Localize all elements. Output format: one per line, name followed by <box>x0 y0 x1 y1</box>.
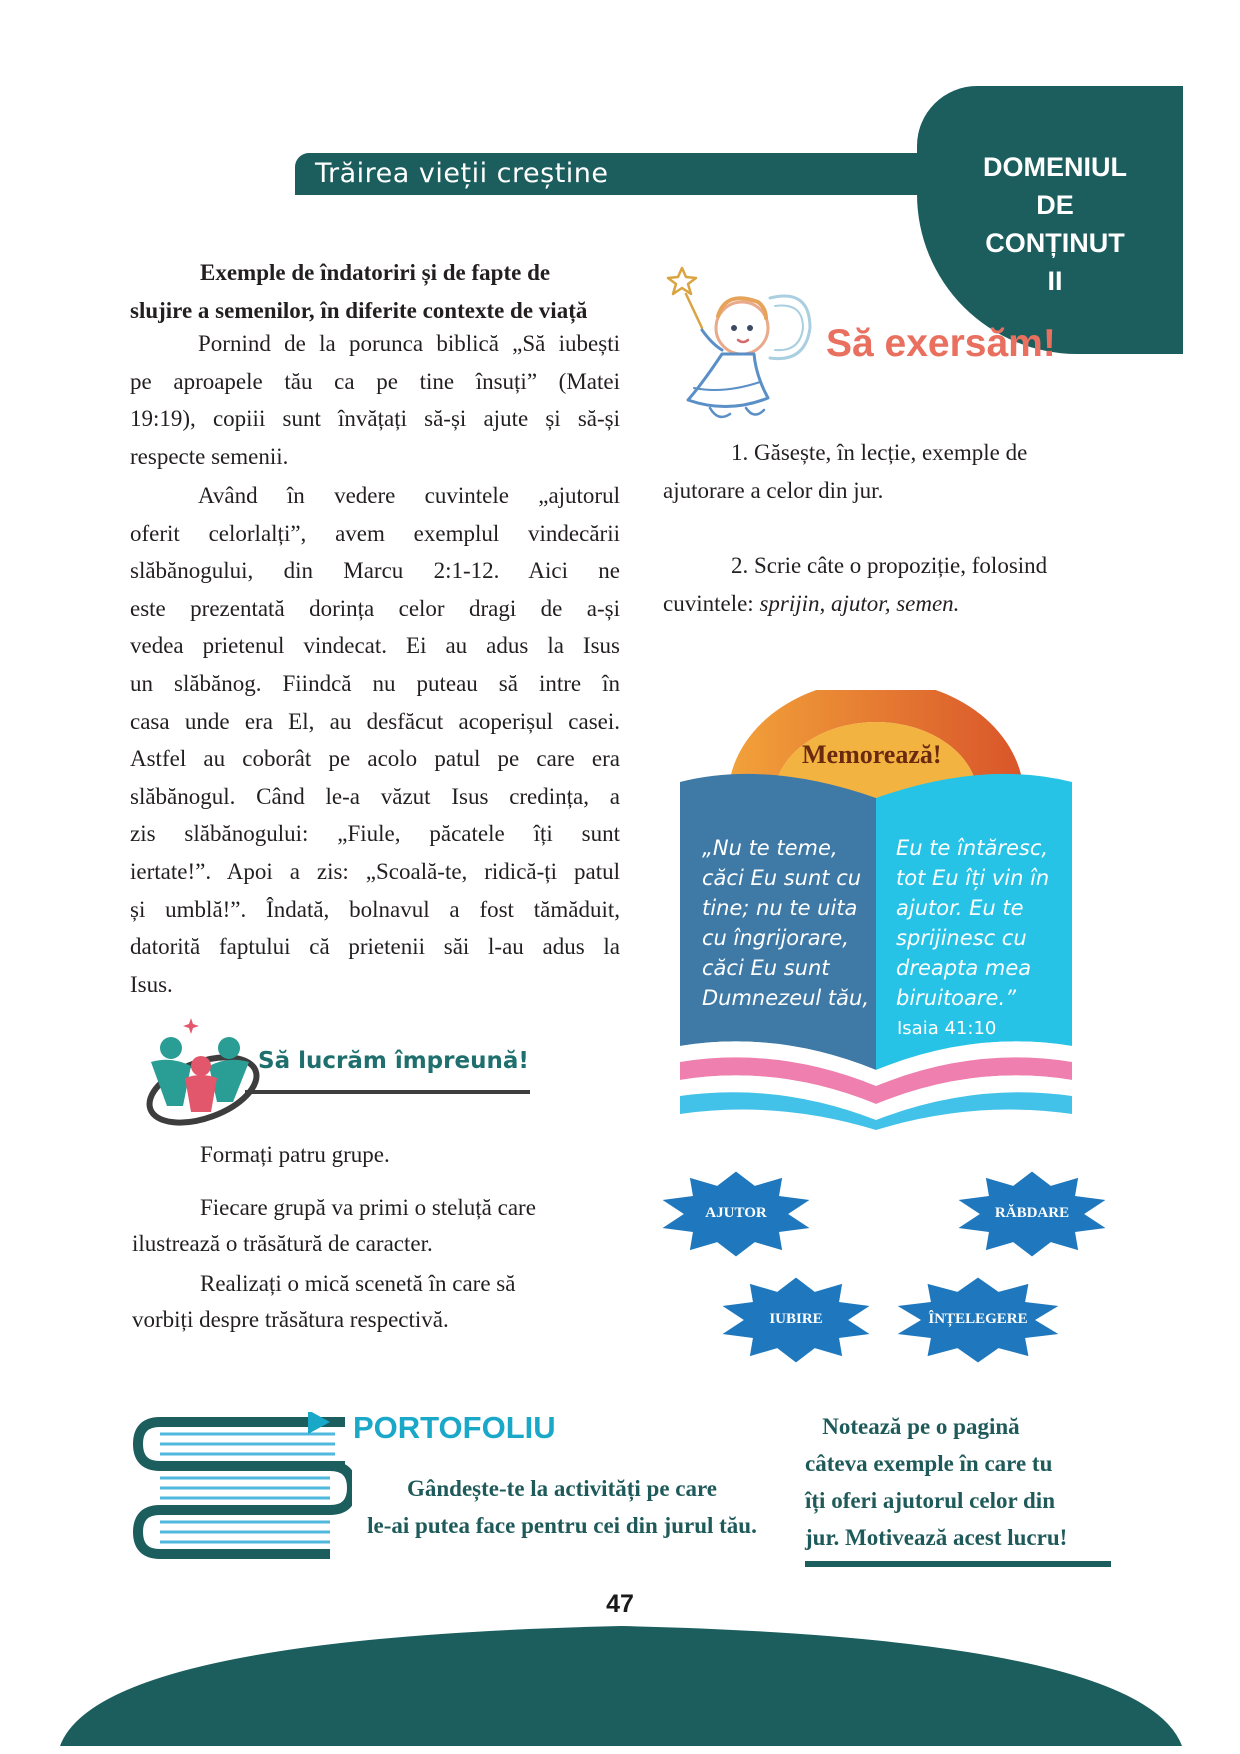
text-line: Isus. <box>130 971 173 997</box>
text-line: iertate!”. Apoi a zis: „Scoală-te, ridică-ți patul <box>130 858 620 884</box>
star-label-intelegere: ÎNȚELEGERE <box>928 1311 1028 1327</box>
verse-line: ajutor. Eu te <box>896 896 1024 920</box>
subtitle-line: Exemple de îndatoriri și de fapte de <box>200 260 551 285</box>
text-line: și umblă!”. Îndată, bolnavul a fost tămăduit, <box>130 896 620 922</box>
portfolio-note <box>805 1408 1105 1556</box>
exercise-item-2 <box>663 547 1115 623</box>
text-line: ajutorare a celor din jur. <box>663 478 884 503</box>
domain-line: II <box>1047 266 1063 296</box>
text-line: Pornind de la porunca biblică „Să iubești <box>198 331 620 356</box>
verse-line: Dumnezeul tău, <box>702 986 870 1010</box>
text-line: datorită faptului că prietenii săi l-au adus la <box>130 934 620 960</box>
star-label-ajutor: AJUTOR <box>705 1205 767 1221</box>
text-line: le-ai putea face pentru cei din jurul tău. <box>367 1513 757 1538</box>
lesson-subtitle <box>130 254 620 330</box>
text-line: 1. Găsește, în lecție, exemple de <box>731 440 1028 465</box>
domain-line: CONȚINUT <box>985 228 1125 258</box>
text-line: pe aproapele tău ca pe tine însuți” (Matei <box>130 368 620 394</box>
domain-line: DE <box>1036 190 1074 220</box>
verse-line: tine; nu te uita <box>702 896 858 920</box>
text-line: zis slăbănogului: „Fiule, păcatele îți sunt <box>130 821 620 847</box>
text-line: Realizați o mică scenetă în care să <box>200 1271 516 1296</box>
divider <box>805 1561 1111 1567</box>
group-instruction-2 <box>132 1190 536 1262</box>
text-line: vorbiți despre trăsătura respectivă. <box>132 1307 449 1332</box>
divider <box>245 1090 530 1094</box>
character-trait-stars <box>640 1140 1120 1380</box>
star-label-iubire: IUBIRE <box>769 1311 823 1327</box>
verse-line: căci Eu sunt <box>702 956 830 980</box>
verse-left-text <box>702 833 869 1013</box>
lesson-paragraph-2 <box>130 477 620 1003</box>
text-fragment: cuvintele: <box>663 591 760 616</box>
group-instruction-3 <box>132 1266 515 1338</box>
page-number: 47 <box>606 1590 634 1618</box>
angel-illustration <box>650 258 830 428</box>
memorize-label: Memorează! <box>802 740 942 769</box>
subtitle-line: slujire a semenilor, în diferite contexte de viață <box>130 298 588 323</box>
text-line: vedea prietenul vindecat. Ei au adus la Isus <box>130 633 620 659</box>
portfolio-books-icon <box>130 1412 352 1572</box>
text-line: Gândește-te la activități pe care <box>407 1476 717 1501</box>
verse-line: „Nu te teme, <box>702 836 838 860</box>
exercise-title: Să exersăm! <box>826 322 1056 365</box>
verse-line: căci Eu sunt cu <box>702 866 862 890</box>
group-work-title: Să lucrăm împreună! <box>258 1048 529 1074</box>
lesson-paragraph-1 <box>130 325 620 475</box>
text-line: ilustrează o trăsătură de caracter. <box>132 1231 433 1256</box>
star-label-rabdare: RĂBDARE <box>994 1205 1070 1221</box>
text-line: 19:19), copiii sunt învățați să-și ajute și să-și <box>130 406 620 432</box>
verse-line: biruitoare.” <box>896 986 1017 1010</box>
text-line <box>663 585 1115 623</box>
text-line: Astfel au coborât pe acolo patul pe care era <box>130 746 620 772</box>
exercise-item-1 <box>663 434 1115 510</box>
verse-line: Eu te întăresc, <box>896 836 1049 860</box>
text-line: îți oferi ajutorul celor din <box>805 1488 1055 1513</box>
text-line: Fiecare grupă va primi o steluță care <box>200 1195 536 1220</box>
text-line: respecte semenii. <box>130 443 289 469</box>
text-line: Având în vedere cuvintele „ajutorul <box>198 483 620 508</box>
text-line: câteva exemple în care tu <box>805 1451 1053 1476</box>
text-line: este prezentată dorința celor dragi de a-și <box>130 595 620 621</box>
verse-reference: Isaia 41:10 <box>897 1018 997 1039</box>
text-line: oferit celorlalți”, avem exemplul vindecării <box>130 520 620 546</box>
verse-line: cu îngrijorare, <box>702 926 849 950</box>
portfolio-question <box>352 1470 772 1544</box>
text-line: slăbănogul. Când le-a văzut Isus credința, a <box>130 783 620 809</box>
portfolio-title: PORTOFOLIU <box>353 1410 556 1445</box>
footer-wave <box>60 1598 1182 1746</box>
text-line: casa unde era El, au desfăcut acoperișul casei. <box>130 708 620 734</box>
domain-label <box>930 148 1180 300</box>
section-title: Trăirea vieții creștine <box>315 158 609 189</box>
verse-line: tot Eu îți vin în <box>896 866 1050 890</box>
teamwork-icon <box>135 1012 265 1132</box>
verse-line: sprijinesc cu <box>896 926 1027 950</box>
verse-line: dreapta mea <box>896 956 1032 980</box>
text-line: slăbănogului, din Marcu 2:1-12. Aici ne <box>130 558 620 584</box>
text-line: 2. Scrie câte o propoziție, folosind <box>731 553 1048 578</box>
verse-right-text <box>896 833 1049 1013</box>
text-line: jur. Motivează acest lucru! <box>805 1525 1068 1550</box>
text-line: Notează pe o pagină <box>805 1414 1020 1439</box>
text-line: un slăbănog. Fiindcă nu puteau să intre în <box>130 670 620 696</box>
domain-line: DOMENIUL <box>983 152 1127 182</box>
vocabulary-words: sprijin, ajutor, semen. <box>759 591 960 616</box>
group-instruction-1: Formați patru grupe. <box>200 1142 390 1167</box>
